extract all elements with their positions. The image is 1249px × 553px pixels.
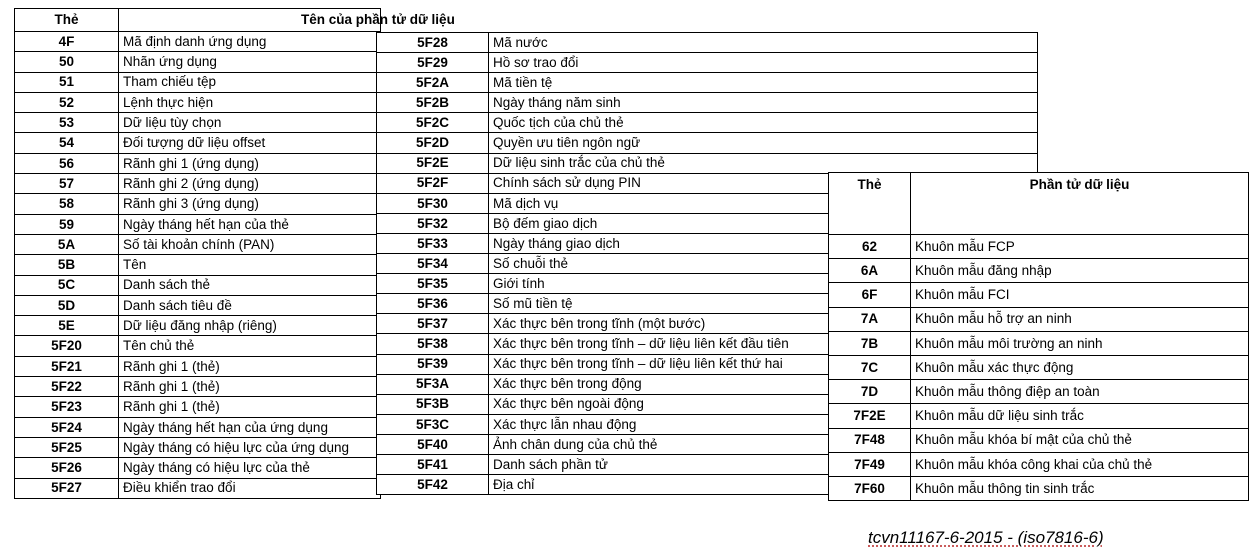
tag-cell: 7F49 (829, 452, 911, 476)
name-cell: Giới tính (489, 274, 1038, 294)
tag-cell: 5F30 (377, 193, 489, 213)
name-cell: Mã tiền tệ (489, 73, 1038, 93)
name-cell: Xác thực bên trong tĩnh – dữ liệu liên kết thứ hai (489, 354, 1038, 374)
tag-cell: 5F3B (377, 394, 489, 414)
table-row (15, 295, 381, 315)
table-row (15, 255, 381, 275)
name-cell: Mã dịch vụ (489, 193, 1038, 213)
header-tag: Thẻ (15, 9, 119, 32)
tag-cell: 5F21 (15, 356, 119, 376)
name-cell: Số tài khoản chính (PAN) (119, 234, 381, 254)
tag-cell: 50 (15, 52, 119, 72)
name-cell: Tên chủ thẻ (119, 336, 381, 356)
name-cell: Dữ liệu đăng nhập (riêng) (119, 316, 381, 336)
tag-cell: 5F32 (377, 213, 489, 233)
tag-cell: 5F2F (377, 173, 489, 193)
name-cell: Ngày tháng năm sinh (489, 93, 1038, 113)
name-cell: Khuôn mẫu dữ liệu sinh trắc (911, 404, 1249, 428)
tag-cell: 6A (829, 259, 911, 283)
name-cell: Khuôn mẫu FCI (911, 283, 1249, 307)
tag-cell: 5F27 (15, 478, 119, 498)
name-cell: Ngày tháng giao dịch (489, 233, 1038, 253)
table-row (377, 33, 1038, 53)
table-row (15, 437, 381, 457)
table-row (377, 113, 1038, 133)
tag-cell: 5D (15, 295, 119, 315)
tag-cell: 58 (15, 194, 119, 214)
table-row (15, 478, 381, 498)
name-cell: Rãnh ghi 1 (ứng dụng) (119, 153, 381, 173)
tag-cell: 5F20 (15, 336, 119, 356)
name-cell: Ngày tháng có hiệu lực của ứng dụng (119, 437, 381, 457)
name-cell: Số mũ tiền tệ (489, 294, 1038, 314)
table-row (829, 307, 1249, 331)
name-cell: Xác thực bên trong tĩnh – dữ liệu liên kết đầu tiên (489, 334, 1038, 354)
tag-cell: 7B (829, 331, 911, 355)
table-row (15, 356, 381, 376)
name-cell: Dữ liệu sinh trắc của chủ thẻ (489, 153, 1038, 173)
name-cell: Xác thực bên ngoài động (489, 394, 1038, 414)
tag-cell: 57 (15, 174, 119, 194)
tag-cell: 5F39 (377, 354, 489, 374)
table-row (15, 316, 381, 336)
tag-cell: 5F29 (377, 53, 489, 73)
tag-cell: 5F2A (377, 73, 489, 93)
table-row (377, 53, 1038, 73)
name-cell: Xác thực bên trong động (489, 374, 1038, 394)
tag-cell: 7F2E (829, 404, 911, 428)
tag-cell: 5F3A (377, 374, 489, 394)
table-row (15, 52, 381, 72)
tag-cell: 5F23 (15, 397, 119, 417)
tag-cell: 7A (829, 307, 911, 331)
table-row (15, 214, 381, 234)
name-cell: Rãnh ghi 1 (thẻ) (119, 356, 381, 376)
name-cell: Ngày tháng có hiệu lực của thẻ (119, 458, 381, 478)
table-row (15, 234, 381, 254)
header-name: Phần tử dữ liệu (911, 173, 1249, 235)
name-cell: Khuôn mẫu xác thực động (911, 355, 1249, 379)
tag-cell: 53 (15, 113, 119, 133)
name-cell: Quyền ưu tiên ngôn ngữ (489, 133, 1038, 153)
name-cell: Số chuỗi thẻ (489, 254, 1038, 274)
table-row (829, 259, 1249, 283)
table-row (829, 331, 1249, 355)
name-cell: Đối tượng dữ liệu offset (119, 133, 381, 153)
name-cell: Danh sách thẻ (119, 275, 381, 295)
source-caption: tcvn11167-6-2015 - (iso7816-6) (868, 528, 1104, 547)
tag-cell: 56 (15, 153, 119, 173)
table-row (15, 336, 381, 356)
tag-cell: 54 (15, 133, 119, 153)
tag-cell: 5F36 (377, 294, 489, 314)
tag-cell: 7D (829, 380, 911, 404)
name-cell: Khuôn mẫu đăng nhập (911, 259, 1249, 283)
table-row (377, 93, 1038, 113)
header-tag: Thẻ (829, 173, 911, 235)
name-cell: Hồ sơ trao đổi (489, 53, 1038, 73)
table-row (15, 153, 381, 173)
tag-cell: 5F33 (377, 233, 489, 253)
table-row (15, 72, 381, 92)
name-cell: Nhãn ứng dụng (119, 52, 381, 72)
table-header-row (829, 173, 1249, 235)
name-cell: Rãnh ghi 1 (thẻ) (119, 397, 381, 417)
tag-cell: 5F24 (15, 417, 119, 437)
table-row (377, 73, 1038, 93)
tag-cell: 5F26 (15, 458, 119, 478)
table-row (15, 113, 381, 133)
name-cell: Mã định danh ứng dụng (119, 32, 381, 52)
tag-cell: 5E (15, 316, 119, 336)
name-cell: Ngày tháng hết hạn của ứng dụng (119, 417, 381, 437)
table-row (377, 153, 1038, 173)
table-row (377, 133, 1038, 153)
name-cell: Ngày tháng hết hạn của thẻ (119, 214, 381, 234)
name-cell: Khuôn mẫu môi trường an ninh (911, 331, 1249, 355)
name-cell: Dữ liệu tùy chọn (119, 113, 381, 133)
tag-cell: 7F60 (829, 476, 911, 500)
table-row (829, 452, 1249, 476)
name-cell: Danh sách tiêu đề (119, 295, 381, 315)
table-row (15, 92, 381, 112)
tag-cell: 5F22 (15, 377, 119, 397)
tag-cell: 5F42 (377, 475, 489, 495)
name-cell: Khuôn mẫu FCP (911, 235, 1249, 259)
tag-cell: 5F34 (377, 254, 489, 274)
name-cell: Xác thực bên trong tĩnh (một bước) (489, 314, 1038, 334)
name-cell: Rãnh ghi 3 (ứng dụng) (119, 194, 381, 214)
tag-cell: 7C (829, 355, 911, 379)
table-row (829, 235, 1249, 259)
name-cell: Chính sách sử dụng PIN (489, 173, 1038, 193)
tag-cell: 6F (829, 283, 911, 307)
tag-cell: 5F2C (377, 113, 489, 133)
data-element-table-3 (828, 172, 1249, 501)
tag-cell: 5F41 (377, 454, 489, 474)
tag-cell: 52 (15, 92, 119, 112)
name-cell: Địa chỉ (489, 475, 1038, 495)
name-cell: Khuôn mẫu khóa bí mật của chủ thẻ (911, 428, 1249, 452)
name-cell: Quốc tịch của chủ thẻ (489, 113, 1038, 133)
tag-cell: 5A (15, 234, 119, 254)
table-row (15, 275, 381, 295)
table-row (829, 476, 1249, 500)
tag-cell: 5F37 (377, 314, 489, 334)
table-row (829, 283, 1249, 307)
tag-cell: 5F38 (377, 334, 489, 354)
name-cell: Tham chiếu tệp (119, 72, 381, 92)
table-row (15, 458, 381, 478)
tag-cell: 51 (15, 72, 119, 92)
name-cell: Rãnh ghi 1 (thẻ) (119, 377, 381, 397)
tag-cell: 62 (829, 235, 911, 259)
table-row (15, 377, 381, 397)
name-cell: Khuôn mẫu khóa công khai của chủ thẻ (911, 452, 1249, 476)
table-row (15, 32, 381, 52)
tag-cell: 5F2D (377, 133, 489, 153)
name-cell: Khuôn mẫu hỗ trợ an ninh (911, 307, 1249, 331)
name-cell: Rãnh ghi 2 (ứng dụng) (119, 174, 381, 194)
table-row (829, 428, 1249, 452)
table-row (15, 174, 381, 194)
table-row (829, 380, 1249, 404)
name-cell: Mã nước (489, 33, 1038, 53)
tag-cell: 5C (15, 275, 119, 295)
name-cell: Khuôn mẫu thông điệp an toàn (911, 380, 1249, 404)
tag-cell: 59 (15, 214, 119, 234)
tag-cell: 5F25 (15, 437, 119, 457)
tag-cell: 5F2E (377, 153, 489, 173)
table-row (15, 417, 381, 437)
name-cell: Điều khiển trao đổi (119, 478, 381, 498)
header-name: Tên của phần tử dữ liệu (119, 9, 381, 32)
table-row (15, 194, 381, 214)
name-cell: Danh sách phần tử (489, 454, 1038, 474)
table-header-row (15, 9, 381, 32)
tag-cell: 7F48 (829, 428, 911, 452)
table-row (829, 404, 1249, 428)
table-row (15, 397, 381, 417)
tag-cell: 5F28 (377, 33, 489, 53)
name-cell: Khuôn mẫu thông tin sinh trắc (911, 476, 1249, 500)
tag-cell: 5F40 (377, 434, 489, 454)
name-cell: Bộ đếm giao dịch (489, 213, 1038, 233)
tag-cell: 5F2B (377, 93, 489, 113)
tag-cell: 5F3C (377, 414, 489, 434)
name-cell: Ảnh chân dung của chủ thẻ (489, 434, 1038, 454)
name-cell: Tên (119, 255, 381, 275)
tag-cell: 4F (15, 32, 119, 52)
name-cell: Xác thực lẫn nhau động (489, 414, 1038, 434)
table-row (15, 133, 381, 153)
tag-cell: 5B (15, 255, 119, 275)
table-row (829, 355, 1249, 379)
tag-cell: 5F35 (377, 274, 489, 294)
name-cell: Lệnh thực hiện (119, 92, 381, 112)
